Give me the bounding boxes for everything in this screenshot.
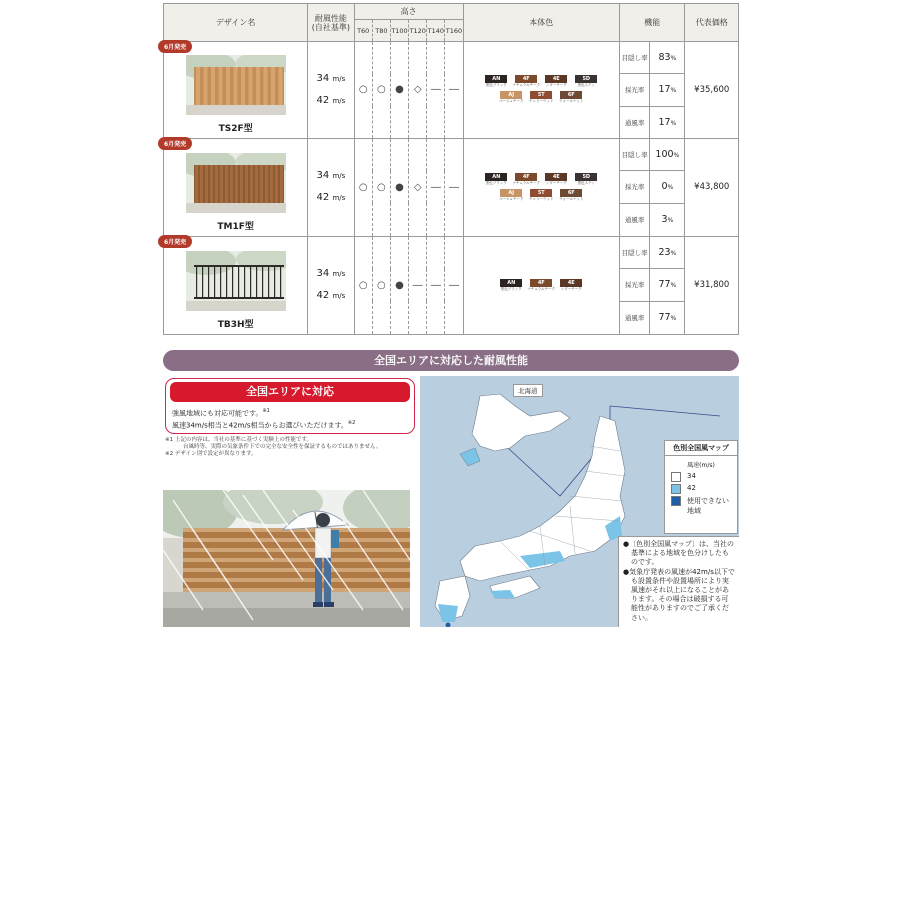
header-height-t160: T160 xyxy=(445,20,463,42)
function-unit: % xyxy=(673,152,680,160)
color-code: 5D xyxy=(575,75,597,83)
price: ¥35,600 xyxy=(685,42,739,139)
function-label: 採光率 xyxy=(619,74,649,106)
color-chip xyxy=(529,189,553,202)
color-code: 4E xyxy=(560,279,582,287)
color-code: 4E xyxy=(545,75,567,83)
color-name: シダーチーク xyxy=(560,286,582,291)
function-label: 目隠し率 xyxy=(619,42,649,74)
wind-number: 34 xyxy=(316,268,330,280)
color-name: ナチュラルチーク xyxy=(527,286,556,291)
map-note-1: ●〔色別全国風マップ〕は、当社の基準による地域を色分けしたものです。 xyxy=(623,540,735,567)
height-availability: ○ xyxy=(372,42,390,139)
color-chip xyxy=(559,189,583,202)
function-label: 目隠し率 xyxy=(619,236,649,268)
color-chip xyxy=(512,75,541,88)
color-name: ウォールナット xyxy=(559,196,584,201)
color-chip xyxy=(512,173,541,186)
header-height-t80: T80 xyxy=(372,20,390,42)
color-name: 黒色ステン xyxy=(577,83,595,88)
function-number: 17 xyxy=(658,116,671,128)
color-name: 黒色ブラック xyxy=(485,180,507,185)
function-value xyxy=(650,106,685,138)
height-availability: ◇ xyxy=(409,138,427,236)
callout-body xyxy=(166,402,414,435)
function-unit: % xyxy=(667,184,674,192)
wind-number: 42 xyxy=(316,192,330,204)
function-unit: % xyxy=(670,119,677,127)
release-badge: 6月発売 xyxy=(158,137,192,150)
color-name: 黒色ブラック xyxy=(500,286,522,291)
color-code: AN xyxy=(485,173,507,181)
function-number: 0 xyxy=(661,181,668,193)
design-cell xyxy=(164,236,308,334)
color-code: 4F xyxy=(515,173,537,181)
callout-line1: 強風地域にも対応可能です。 xyxy=(172,409,263,418)
height-availability: ● xyxy=(390,236,408,334)
function-value xyxy=(650,203,685,236)
height-availability: ― xyxy=(427,42,445,139)
height-availability: ○ xyxy=(354,42,372,139)
fence-photo xyxy=(186,153,286,213)
color-chip xyxy=(529,91,553,104)
release-badge: 6月発売 xyxy=(158,235,192,248)
color-code: 6F xyxy=(560,91,582,99)
footnotes xyxy=(165,437,415,458)
release-badge: 6月発売 xyxy=(158,40,192,53)
legend-item xyxy=(665,471,737,483)
color-name: ウォールナット xyxy=(559,99,584,104)
legend-unit: 風速(m/s) xyxy=(687,462,715,469)
function-number: 83 xyxy=(658,52,671,64)
color-code: AJ xyxy=(500,189,522,197)
color-name: ナチュラルチーク xyxy=(512,180,541,185)
height-availability: ― xyxy=(427,138,445,236)
color-name: チェリーウッド xyxy=(529,196,554,201)
wind-unit: m/s xyxy=(332,74,346,83)
color-chip xyxy=(574,173,598,186)
legend-label: 42 xyxy=(687,484,696,492)
function-label: 通風率 xyxy=(619,301,649,334)
model-name: TB3H型 xyxy=(217,319,254,330)
table-row xyxy=(164,236,739,268)
color-code: AN xyxy=(485,75,507,83)
color-code: 4F xyxy=(515,75,537,83)
footnote-1-cont: 台風時等、実際の気象条件下での完全な安全性を保証するものではありません。 xyxy=(183,444,382,450)
function-number: 3 xyxy=(661,214,668,226)
body-color-cell xyxy=(463,138,619,236)
wind-number: 34 xyxy=(316,170,330,182)
wind-number: 42 xyxy=(316,290,330,302)
color-name: ベージュチーク xyxy=(499,99,524,104)
color-chip xyxy=(499,189,523,202)
height-availability: ― xyxy=(445,138,463,236)
model-name: TS2F型 xyxy=(218,124,253,135)
color-name: 黒色ステン xyxy=(577,180,595,185)
function-number: 17 xyxy=(658,84,671,96)
header-height-t140: T140 xyxy=(427,20,445,42)
color-code: AN xyxy=(500,279,522,287)
color-name: 黒色ブラック xyxy=(485,83,507,88)
header-price: 代表価格 xyxy=(685,4,739,42)
header-function: 機能 xyxy=(619,4,685,42)
height-availability: ― xyxy=(445,236,463,334)
header-design: デザイン名 xyxy=(164,4,308,42)
legend-title: 色別全国風マップ xyxy=(665,441,737,456)
legend-rows xyxy=(665,471,737,517)
height-availability: ― xyxy=(409,236,427,334)
height-availability: ○ xyxy=(372,138,390,236)
color-chip xyxy=(484,173,508,186)
function-unit: % xyxy=(670,315,677,323)
function-unit: % xyxy=(670,55,677,63)
fence-photo xyxy=(186,55,286,115)
wind-value xyxy=(308,90,353,112)
function-value xyxy=(650,269,685,301)
color-chip xyxy=(499,91,523,104)
color-name: ベージュチーク xyxy=(499,196,524,201)
legend-swatch xyxy=(671,496,681,506)
color-name: シダーチーク xyxy=(545,83,567,88)
color-chip xyxy=(559,279,583,292)
legend-swatch xyxy=(671,484,681,494)
hokkaido-label: 北海道 xyxy=(513,384,543,397)
color-code: AJ xyxy=(500,91,522,99)
wind-cell xyxy=(308,236,354,334)
wind-unit: m/s xyxy=(332,172,346,181)
height-availability: ○ xyxy=(354,236,372,334)
wind-unit: m/s xyxy=(332,270,346,279)
height-availability: ○ xyxy=(372,236,390,334)
function-number: 77 xyxy=(658,312,671,324)
wind-unit: m/s xyxy=(332,292,346,301)
map-notes xyxy=(618,536,739,627)
color-code: 4F xyxy=(530,279,552,287)
function-unit: % xyxy=(670,87,677,95)
legend-label: 34 xyxy=(687,472,696,480)
color-code: 5D xyxy=(575,173,597,181)
function-label: 採光率 xyxy=(619,269,649,301)
model-name: TM1F型 xyxy=(217,221,254,232)
color-code: 5T xyxy=(530,91,552,99)
body-color-cell xyxy=(463,236,619,334)
callout-note1: ※1 xyxy=(262,408,270,414)
function-unit: % xyxy=(670,282,677,290)
color-code: 5T xyxy=(530,189,552,197)
wind-number: 42 xyxy=(316,94,330,106)
function-number: 23 xyxy=(658,247,671,259)
function-label: 採光率 xyxy=(619,171,649,203)
legend-swatch xyxy=(671,472,681,482)
function-unit: % xyxy=(667,217,674,225)
price: ¥43,800 xyxy=(685,138,739,236)
height-availability: ○ xyxy=(354,138,372,236)
function-number: 100 xyxy=(655,149,674,161)
wind-value xyxy=(308,263,353,285)
legend-label: 使用できない地域 xyxy=(687,497,729,515)
nationwide-callout xyxy=(165,378,415,434)
color-code: 4E xyxy=(545,173,567,181)
function-value xyxy=(650,138,685,170)
color-chip xyxy=(499,279,523,292)
color-name: シダーチーク xyxy=(545,180,567,185)
design-cell xyxy=(164,42,308,139)
legend-item xyxy=(665,483,737,495)
color-chip xyxy=(574,75,598,88)
height-availability: ● xyxy=(390,138,408,236)
callout-note2: ※2 xyxy=(347,420,356,427)
height-availability: ● xyxy=(390,42,408,139)
function-value xyxy=(650,74,685,106)
function-value xyxy=(650,301,685,334)
height-availability: ― xyxy=(427,236,445,334)
wind-number: 34 xyxy=(316,72,330,84)
color-name: チェリーウッド xyxy=(529,99,554,104)
height-availability: ― xyxy=(445,42,463,139)
function-label: 目隠し率 xyxy=(619,138,649,170)
function-label: 通風率 xyxy=(619,106,649,138)
color-chip xyxy=(559,91,583,104)
storm-illustration xyxy=(163,490,410,627)
function-value xyxy=(650,171,685,203)
header-wind-line2: (自社基準) xyxy=(311,22,351,32)
header-height: 高さ xyxy=(354,4,463,20)
header-height-t60: T60 xyxy=(354,20,372,42)
wind-cell xyxy=(308,42,354,139)
design-cell xyxy=(164,138,308,236)
spec-table xyxy=(163,3,739,335)
footnote-1: ※1 上記の内容は、当社の基準に基づく実験上の性能です。 xyxy=(165,437,312,443)
color-chip xyxy=(527,279,556,292)
wind-value xyxy=(308,165,353,187)
color-chip xyxy=(544,173,568,186)
function-number: 77 xyxy=(658,279,671,291)
wind-value xyxy=(308,68,353,90)
function-unit: % xyxy=(670,250,677,258)
footnote-2: ※2 デザイン別で設定が異なります。 xyxy=(165,451,257,457)
table-row xyxy=(164,138,739,170)
header-height-t120: T120 xyxy=(409,20,427,42)
header-wind xyxy=(308,4,354,42)
color-code: 6F xyxy=(560,189,582,197)
body-color-cell xyxy=(463,42,619,139)
header-wind-line1: 耐風性能 xyxy=(314,13,347,23)
fence-photo xyxy=(186,251,286,311)
wind-cell xyxy=(308,138,354,236)
function-value xyxy=(650,42,685,74)
header-height-t100: T100 xyxy=(390,20,408,42)
price: ¥31,800 xyxy=(685,236,739,334)
header-body-color: 本体色 xyxy=(463,4,619,42)
wind-value xyxy=(308,285,353,307)
wind-value xyxy=(308,187,353,209)
map-legend xyxy=(664,440,738,534)
function-label: 通風率 xyxy=(619,203,649,236)
color-chip xyxy=(484,75,508,88)
legend-item xyxy=(665,495,737,517)
callout-line2: 風速34m/s相当と42m/s相当からお選びいただけます。 xyxy=(172,421,348,430)
function-value xyxy=(650,236,685,268)
wind-unit: m/s xyxy=(332,194,346,203)
height-availability: ◇ xyxy=(409,42,427,139)
japan-wind-map xyxy=(420,376,739,627)
map-note-2: ●気象庁発表の風速が42m/s以下でも設置条件や設置場所により実風速がそれ以上になることがあります。その場合は破損する可能性がありますのでご了承ください。 xyxy=(623,567,735,622)
section-banner: 全国エリアに対応した耐風性能 xyxy=(163,350,739,371)
color-chip xyxy=(544,75,568,88)
color-name: ナチュラルチーク xyxy=(512,83,541,88)
table-row xyxy=(164,42,739,74)
wind-unit: m/s xyxy=(332,96,346,105)
callout-title: 全国エリアに対応 xyxy=(170,382,410,402)
